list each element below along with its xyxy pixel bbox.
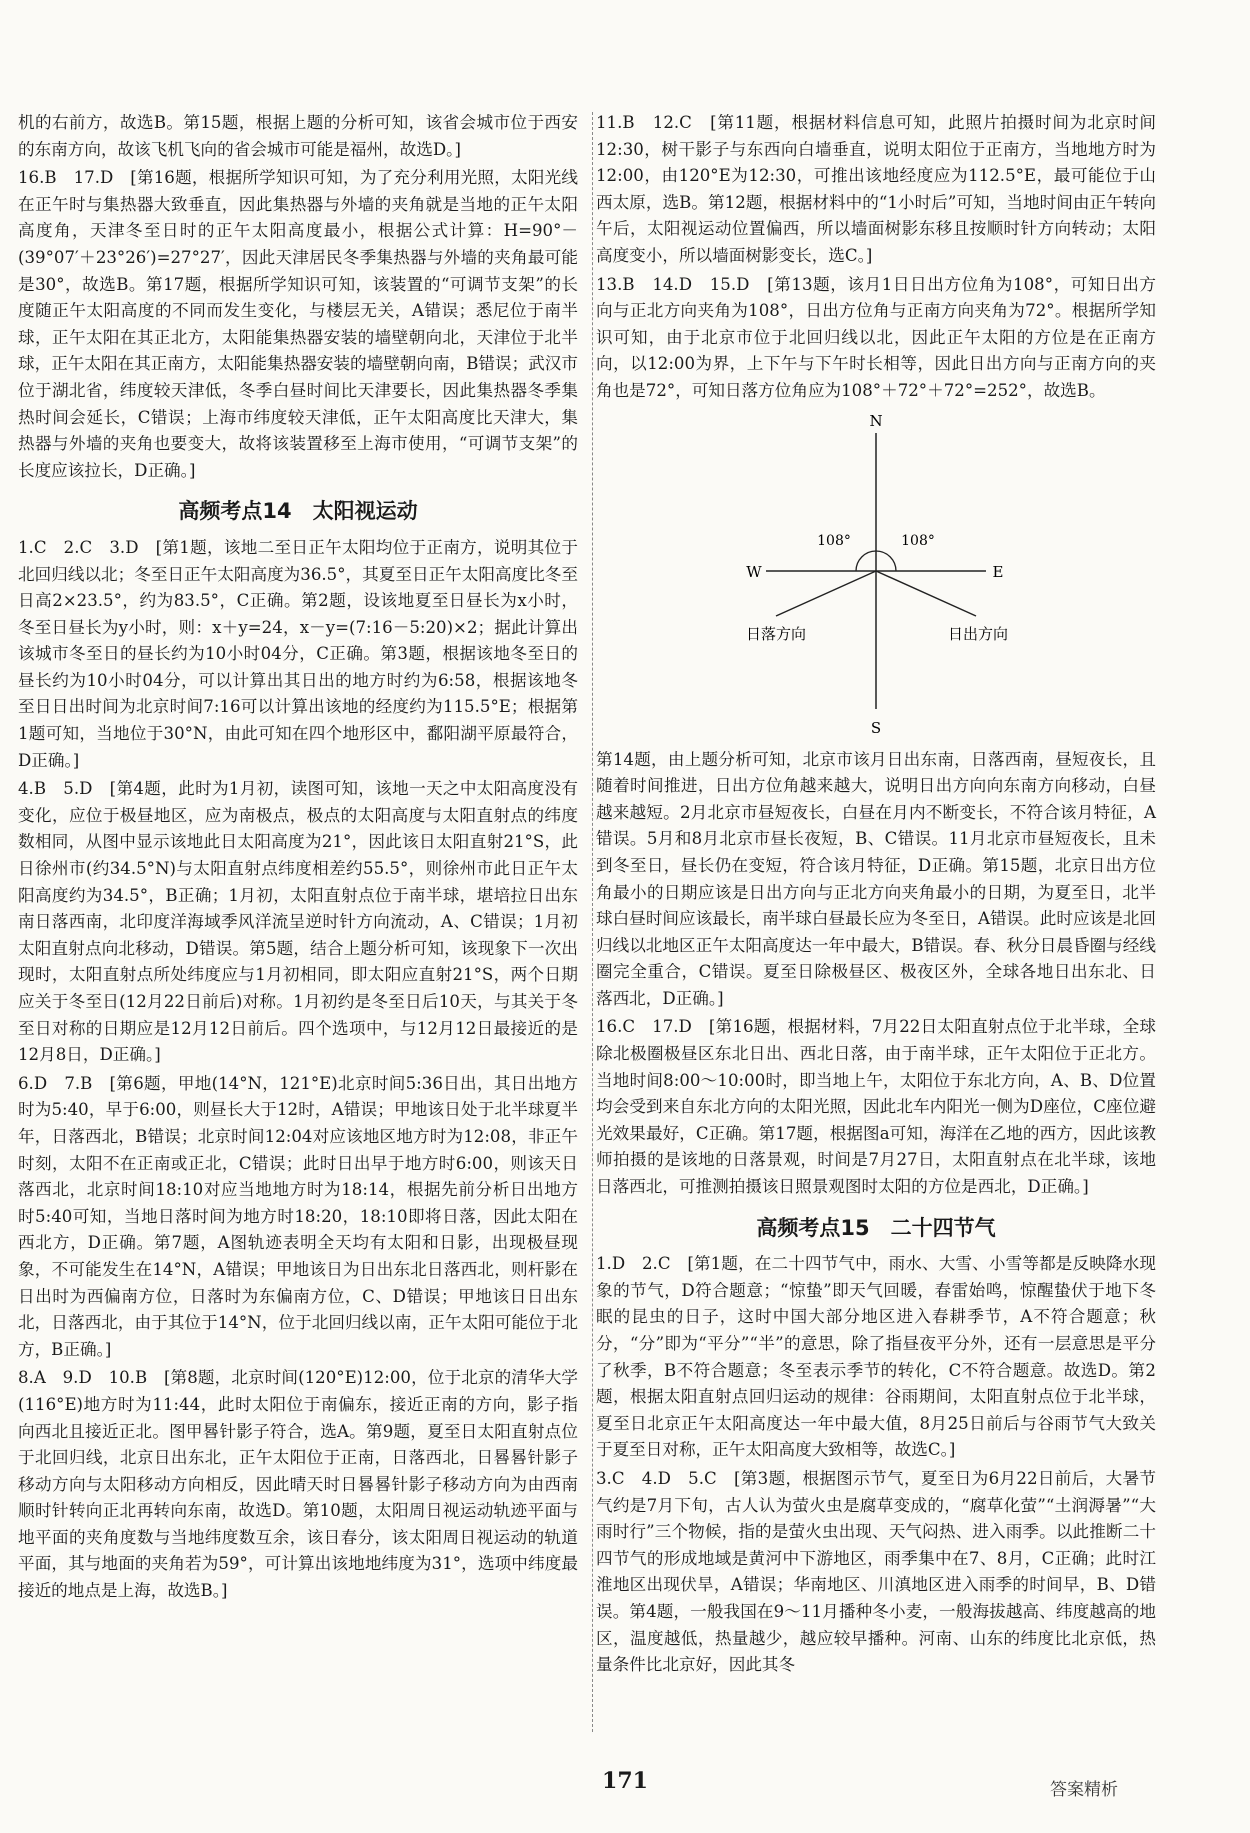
answer-paragraph: 第14题，由上题分析可知，北京市该月日出东南，日落西南，昼短夜长，且随着时间推进，日出方位角越来越大，说明日出方向向东南方向移动，白昼越来越短。2月北京市昼短夜长，白昼在月内不断变长，不符合该月特征，A错误。5月和8月北京市昼长夜短，B、C错误。11月北京市昼短夜长，且未到冬至日，昼长仍在变短，符合该月特征，D正确。第15题，北京日出方位角最小的日期应该是日出方向与正北方向夹角最小的日期，为夏至日，北半球白昼时间应该最长，南半球白昼最长应为冬至日，A错误。此时应该是北回归线以北地区正午太阳高度达一年中最大，B错误。春、秋分日晨昏圈与经线圈完全重合，C错误。夏至日除极昼区、极夜区外，全球各地日出东北、日落西北，D正确。]: [596, 749, 1156, 1008]
angle-right-label: 108°: [901, 532, 935, 549]
answer-paragraph: 1.C 2.C 3.D [第1题，该地二至日正午太阳均位于正南方，说明其位于北回归线以北；冬至日正午太阳高度为36.5°，其夏至日正午太阳高度比冬至日高2×23.5°，约为83.5°，C正确。第2题，设该地夏至日昼长为x小时，冬至日昼长为y小时，则：x＋y=24，x－y=(7:16－5:20)×2；据此计算出该城市冬至日的昼长约为10小时04分，C正确。第3题，根据该地冬至日的昼长约为10小时04分，可以计算出其日出的地方时约为6:58，根据该地冬至日日出时间为北京时间7:16可以计算出该地的经度约为115.5°E；根据第1题可知，当地位于30°N，由此可知在四个地形区中，鄱阳湖平原最符合，D正确。]: [18, 537, 578, 770]
answer-paragraph: 11.B 12.C [第11题，根据材料信息可知，此照片拍摄时间为北京时间12:30，树干影子与东西向白墙垂直，说明太阳位于正南方，当地地方时为12:00，由120°E为12:30，可推出该地经度应为112.5°E，最可能位于山西太原，选B。第12题，根据材料中的“1小时后”可知，当地时间由正午转向午后，太阳视运动位置偏西，所以墙面树影东移且按顺时针方向转动；太阳高度变小，所以墙面树影变长，选C。]: [596, 113, 1156, 265]
section-heading: 高频考点14 太阳视运动: [178, 499, 418, 524]
footer-tag: 答案精析: [1050, 1780, 1118, 1800]
answer-paragraph: 1.D 2.C [第1题，在二十四节气中，雨水、大雪、小雪等都是反映降水现象的节气，D符合题意；“惊蛰”即天气回暖，春雷始鸣，惊醒蛰伏于地下冬眠的昆虫的日子，这时中国大部分地区进入春耕季节，A不符合题意；秋分，“分”即为“平分”“半”的意思，除了指昼夜平分外，还有一层意思是平分了秋季，B不符合题意；冬至表示季节的转化，C不符合题意。故选D。第2题，根据太阳直射点回归运动的规律：谷雨期间，太阳直射点位于北半球，夏至日北京正午太阳高度达一年中最大值，8月25日前后与谷雨节气大致关于夏至日对称，正午太阳高度大致相等，故选C。]: [596, 1254, 1156, 1460]
section-heading: 高频考点15 二十四节气: [756, 1215, 996, 1240]
sunrise-label: 日出方向: [947, 624, 1009, 643]
answer-paragraph: 16.C 17.D [第16题，根据材料，7月22日太阳直射点位于北半球，全球除北极圈极昼区东北日出、西北日落，由于南半球，正午太阳位于正北方。当地时间8:00～10:00时，即当地上午，太阳位于东北方向，A、B、D位置均会受到来自东北方向的太阳光照，因此北车内阳光一侧为D座位，C座位避光效果最好，C正确。第17题，根据图a可知，海洋在乙地的西方，因此该教师拍摄的是该地的日落景观，时间是7月27日，太阳直射点在北半球，该地日落西北，可推测拍摄该日照景观图时太阳的方位是西北，D正确。]: [596, 1017, 1156, 1197]
page-number: 171: [602, 1768, 648, 1794]
left-column: [18, 110, 578, 1607]
label-west: W: [746, 562, 762, 581]
answer-paragraph: 4.B 5.D [第4题，此时为1月初，读图可知，该地一天之中太阳高度没有变化，应位于极昼地区，应为南极点，极点的太阳高度与太阳直射点的纬度数相同，从图中显示该地此日太阳高度为21°，因此该日太阳直射21°S，此日徐州市(约34.5°N)与太阳直射点纬度相差约55.5°，则徐州市此日正午太阳高度约为34.5°，B正确；1月初，太阳直射点位于南半球，堪培拉日出东南日落西南，北印度洋海域季风洋流呈逆时针方向流动，A、C错误；1月初太阳直射点向北移动，D错误。第5题，结合上题分析可知，该现象下一次出现时，太阳直射点所处纬度应与1月初相同，即太阳应直射21°S，两个日期应关于冬至日(12月22日前后)对称。1月初约是冬至日后10天，与其关于冬至日对称的日期应是12月12日前后。四个选项中，与12月12日最接近的是12月8日，D正确。]: [18, 779, 578, 1065]
right-column: [596, 110, 1156, 1681]
sun-direction-diagram: [706, 411, 1046, 741]
angle-left-label: 108°: [817, 532, 851, 549]
sunset-direction-line: [776, 571, 876, 616]
answer-paragraph: 8.A 9.D 10.B [第8题，北京时间(120°E)12:00，位于北京的清华大学(116°E)地方时为11:44，此时太阳位于南偏东，接近正南的方向，影子指向西北且接近正北。图甲晷针影子符合，选A。第9题，夏至日太阳直射点位于北回归线，北京日出东北，正午太阳位于正南，日落西北，日晷晷针影子移动方向与太阳移动方向相反，因此晴天时日晷晷针影子移动方向为由西南顺时针转向正北再转向东南，故选D。第10题，太阳周日视运动轨迹平面与地平面的夹角度数与当地纬度数互余，该日春分，该太阳周日视运动的轨道平面，其与地面的夹角若为59°，可计算出该地地纬度为31°，选项中纬度最接近的地点是上海，故选B。]: [18, 1368, 578, 1601]
answer-paragraph: 6.D 7.B [第6题，甲地(14°N，121°E)北京时间5:36日出，其日出地方时为5:40，早于6:00，则昼长大于12时，A错误；甲地该日处于北半球夏半年，日落西北，B错误；北京时间12:04对应该地区地方时为12:08，非正午时刻，太阳不在正南或正北，C错误；此时日出早于地方时6:00，则该天日落西北，北京时间18:10对应当地地方时为18:14，根据先前分析日出地方时5:40可知，当地日落时间为地方时18:20，18:10即将日落，因此太阳在西北方，D正确。第7题，A图轨迹表明全天均有太阳和日影，出现极昼现象，不可能发生在14°N，A错误；甲地该日为日出东北日落西北，则杆影在日出时为西偏南方位，日落时为东偏南方位，C、D错误；甲地该日日出东北，日落西北，由于其位于14°N，位于北回归线以南，正午太阳可能位于北方，B正确。]: [18, 1073, 578, 1359]
sunrise-direction-line: [876, 571, 976, 616]
sunset-label: 日落方向: [745, 624, 807, 643]
answer-paragraph: 13.B 14.D 15.D [第13题，该月1日日出方位角为108°，可知日出方向与正北方向夹角为108°，日出方位角与正南方向夹角为72°。根据所学知识可知，由于北京市位于北回归线以北，因此正午太阳的方位是在正南方向，以12:00为界，上下午与下午时长相等，因此日出方向与正南方向的夹角也是72°，可知日落方位角应为108°＋72°＋72°=252°，故选B。: [596, 274, 1156, 400]
label-south: S: [870, 718, 882, 737]
answer-paragraph: 机的右前方，故选B。第15题，根据上题的分析可知，该省会城市位于西安的东南方向，故该飞机飞向的省会城市可能是福州，故选D。]: [18, 113, 578, 159]
column-divider: [592, 112, 593, 1732]
label-east: E: [992, 562, 1004, 581]
label-north: N: [869, 411, 883, 430]
answer-paragraph: 16.B 17.D [第16题，根据所学知识可知，为了充分利用光照，太阳光线在正午时与集热器大致垂直，因此集热器与外墙的夹角就是当地的正午太阳高度角，天津冬至日时的正午太阳高度最小，根据公式计算：H=90°－(39°07′＋23°26′)=27°27′，因此天津居民冬季集热器与外墙的夹角最可能是30°，故选B。第17题，根据所学知识可知，该装置的“可调节支架”的长度随正午太阳高度的不同而发生变化，与楼层无关，A错误；悉尼位于南半球，正午太阳在其正北方，太阳能集热器安装的墙壁朝向北，天津位于北半球，正午太阳在其正南方，太阳能集热器安装的墙壁朝向南，B错误；武汉市位于湖北省，纬度较天津低，冬季白昼时间比天津要长，因此集热器冬季集热时间会延长，C错误；上海市纬度较天津低，正午太阳高度比天津大，集热器与外墙的夹角也要变大，故将该装置移至上海市使用，“可调节支架”的长度应该拉长，D正确。]: [18, 168, 578, 480]
answer-paragraph: 3.C 4.D 5.C [第3题，根据图示节气，夏至日为6月22日前后，大暑节气约是7月下旬，古人认为萤火虫是腐草变成的，“腐草化萤”“土润溽暑”“大雨时行”三个物候，指的是萤火虫出现、天气闷热、进入雨季。以此推断二十四节气的形成地域是黄河中下游地区，雨季集中在7、8月，C正确；此时江淮地区出现伏旱，A错误；华南地区、川滇地区进入雨季的时间早，B、D错误。第4题，一般我国在9～11月播种冬小麦，一般海拔越高、纬度越高的地区，温度越低，热量越少，越应较早播种。河南、山东的纬度比北京低，热量条件比北京好，因此其冬: [596, 1468, 1156, 1675]
